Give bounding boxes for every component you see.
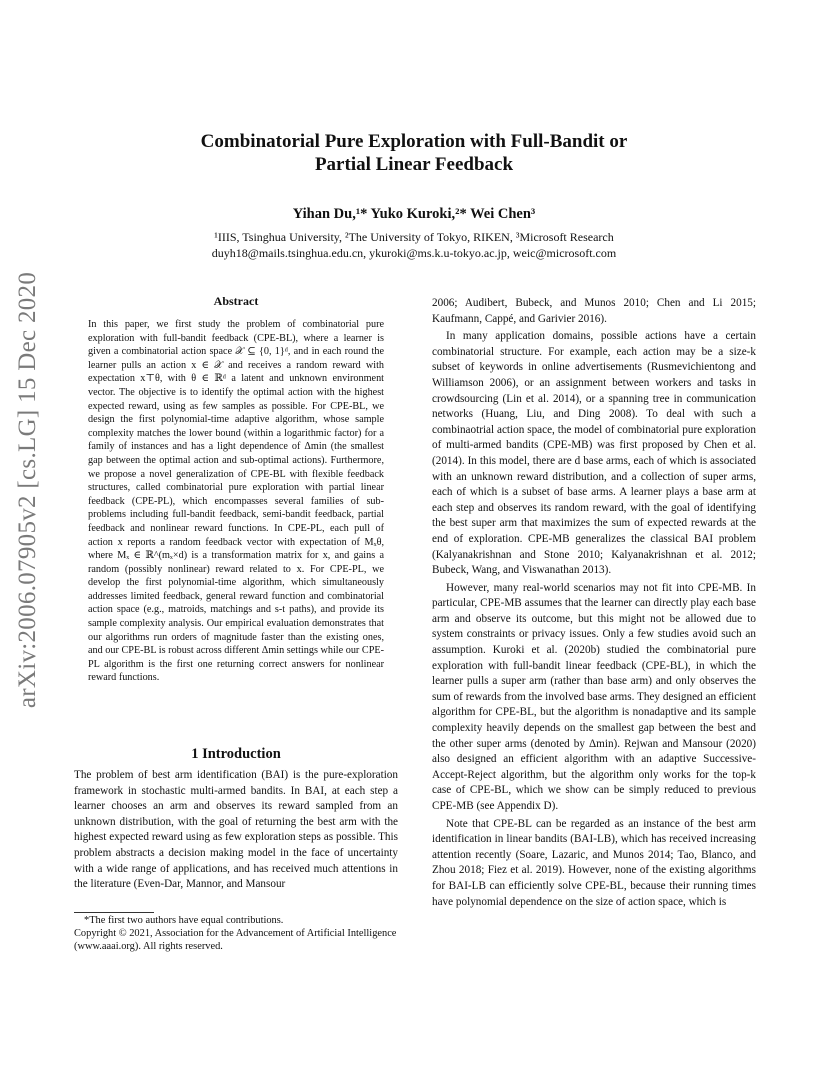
section-heading: 1 Introduction bbox=[191, 746, 281, 762]
affiliations bbox=[120, 229, 708, 261]
affiliation-line: ¹IIIS, Tsinghua University, ²The University of Tokyo, RIKEN, ³Microsoft Research bbox=[214, 230, 614, 244]
abstract-heading: Abstract bbox=[213, 294, 259, 308]
email-line: duyh18@mails.tsinghua.edu.cn, ykuroki@ms.k.u-tokyo.ac.jp, weic@microsoft.com bbox=[211, 246, 617, 260]
intro-text: The problem of best arm identification (BAI) is the pure-exploration framework in stochastic multi-armed bandits. In BAI, at each step a learner chooses an arm and observes its reward sampled from an unknown distribution, with the goal of returning the best arm with the highest expected reward using as few exploration steps as possible. This problem abstracts a decision making model in the face of uncertainty with a wide range of applications, and has received much attentions in the literature (Even-Dar, Mannor, and Mansour bbox=[74, 769, 398, 891]
arxiv-stamp-text: arXiv:2006.07905v2 [cs.LG] 15 Dec 2020 bbox=[14, 271, 41, 709]
footnote-equal-contribution: *The first two authors have equal contributions. bbox=[84, 915, 284, 926]
abstract-body: In this paper, we first study the problem of combinatorial pure exploration with full-bandit feedback (CPE-BL), where a learner is given a combinatorial action space 𝒳 ⊆ {0, 1}ᵈ, and in each round the learner pulls an action x ∈ 𝒳 and receives a random reward with expectation x⊤θ, with θ ∈ ℝᵈ a latent and unknown environment vector. The objective is to identify the optimal action with the highest expected reward, using as few samples as possible. For CPE-BL, we design the first polynomial-time adaptive algorithm, whose sample complexity matches the lower bound (within a logarithmic factor) for a family of instances and has a light dependence of Δmin (the smallest gap between the optimal action and sub-optimal actions). Furthermore, we propose a novel generalization of CPE-BL with flexible feedback structures, called combinatorial pure exploration with partial linear feedback (CPE-PL), which encompasses several families of sub-problems including full-bandit feedback, semi-bandit feedback, partial feedback and nonlinear reward functions. In CPE-PL, each pull of action x reports a random feedback vector with expectation of Mₓθ, where Mₓ ∈ ℝ^(mₓ×d) is a transformation matrix for x, and gains a random (possibly nonlinear) reward related to x. For CPE-PL, we develop the first polynomial-time algorithm, which simultaneously addresses limited feedback, general reward function and combinatorial action space (e.g., matroids, matchings and s-t paths), and provide its sample complexity analysis. Our empirical evaluation demonstrates that our algorithms run orders of magnitude faster than the existing ones, and our CPE-BL is robust across different Δmin settings while our CPE-PL algorithm is the first one returning correct answers for nonlinear reward functions. bbox=[88, 319, 384, 684]
title-line-1: Combinatorial Pure Exploration with Full-Bandit or bbox=[200, 131, 628, 152]
right-paragraph-0: 2006; Audibert, Bubeck, and Munos 2010; Chen and Li 2015; Kaufmann, Cappé, and Garivier 2016). bbox=[432, 297, 756, 325]
title-line-2: Partial Linear Feedback bbox=[314, 154, 514, 175]
right-paragraph-2: However, many real-world scenarios may not fit into CPE-MB. In particular, CPE-MB assumes that the learner can directly play each base arm and observe its outcome, but this might not be allowed due to system constraints or privacy issues. Only a few studies avoid such an assumption. Kuroki et al. (2020b) studied the combinatorial pure exploration with full-bandit linear feedback (CPE-BL), in which the learner pulls a super arm (rather than base arm) and only observes the sum of rewards from the involved base arms. They designed an efficient algorithm for CPE-BL, but the algorithm is nonadaptive and its sample complexity heavily depends on the smallest gap between the best and the other super arms (denoted by Δmin). Rejwan and Mansour (2020) also designed an efficient algorithm with an adaptive Successive-Accept-Reject algorithm, but the algorithm only works for the top-k case of CPE-BL, which we show can be simply reduced to previous CPE-MB (see Appendix D). bbox=[432, 581, 756, 812]
paper-title bbox=[120, 130, 708, 176]
authors: Yihan Du,¹* Yuko Kuroki,²* Wei Chen³ bbox=[292, 206, 536, 222]
right-paragraph-3: Note that CPE-BL can be regarded as an instance of the best arm identification in linear bandits (BAI-LB), which has received increasing attention recently (Soare, Lazaric, and Munos 2014; Tao, Blanco, and Zhou 2018; Fiez et al. 2019). However, none of the existing algorithms for BAI-LB can efficiently solve CPE-BL, because their running times have polynomial dependence on the size of action space, which is bbox=[432, 817, 756, 908]
copyright-notice: Copyright © 2021, Association for the Advancement of Artificial Intelligence (www.aaai.org). All rights reserved. bbox=[74, 928, 397, 952]
footnotes bbox=[74, 914, 404, 953]
footnote-rule bbox=[74, 912, 154, 913]
right-column bbox=[432, 296, 756, 912]
right-paragraph-1: In many application domains, possible actions have a certain combinatorial structure. For example, each action may be a size-k subset of keywords in online advertisements (Rusmevichientong and Williamson 2006), or an assignment between workers and tasks in crowdsourcing (Lin et al. 2014), or a spanning tree in communication networks (Huang, Liu, and Ding 2008). To deal with such a combinaotrial action space, the model of combinatorial pure exploration of multi-armed bandits (CPE-MB) was first proposed by Chen et al. (2014). In this model, there are d base arms, each of which is associated with an unknown reward distribution, and a collection of super arms, each of which is a subset of base arms. A learner plays a base arm at each step and observes its random reward, with the goal of identifying the best super arm that maximizes the sum of expected rewards at the end of exploration. CPE-MB generalizes the classical BAI problem (Kalyanakrishnan and Stone 2010; Kalyanakrishnan et al. 2012; Bubeck, Wang, and Viswanathan 2013). bbox=[432, 330, 756, 577]
intro-paragraph bbox=[74, 768, 398, 893]
arxiv-stamp bbox=[8, 271, 48, 709]
